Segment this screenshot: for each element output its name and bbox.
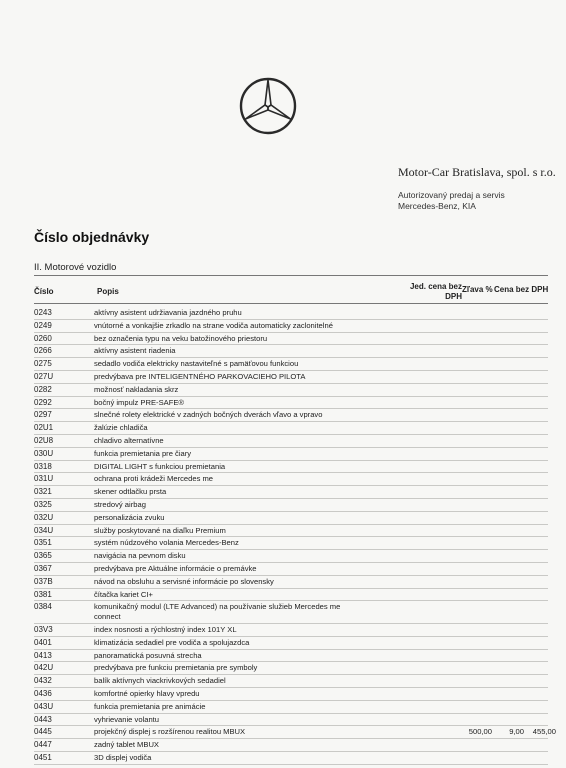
table-row bbox=[34, 576, 548, 589]
item-description: klimatizácia sedadiel pre vodiča a spolujazdca bbox=[94, 637, 250, 647]
item-code: 0367 bbox=[34, 563, 52, 573]
table-row bbox=[34, 688, 548, 701]
item-code: 0249 bbox=[34, 320, 52, 330]
item-description: stredový airbag bbox=[94, 499, 146, 509]
item-description: možnosť nakladania skrz bbox=[94, 384, 179, 394]
item-code: 027U bbox=[34, 371, 54, 381]
item-code: 0443 bbox=[34, 714, 52, 724]
table-row bbox=[34, 461, 548, 474]
item-code: 0381 bbox=[34, 589, 52, 599]
item-code: 0351 bbox=[34, 538, 52, 548]
item-code: 0282 bbox=[34, 384, 52, 394]
header-code: Číslo bbox=[34, 287, 54, 296]
item-description: služby poskytované na diaľku Premium bbox=[94, 525, 226, 535]
item-description: panoramatická posuvná strecha bbox=[94, 650, 202, 660]
item-description: funkcia premietania pre animácie bbox=[94, 701, 206, 711]
item-description: slnečné rolety elektrické v zadných bočných dverách vľavo a vpravo bbox=[94, 410, 323, 420]
item-code: 043U bbox=[34, 701, 54, 711]
item-code: 02U1 bbox=[34, 423, 54, 433]
table-row bbox=[34, 435, 548, 448]
table-row bbox=[34, 409, 548, 422]
item-description: balík aktívnych viackrivkových sedadiel bbox=[94, 676, 226, 686]
table-row bbox=[34, 662, 548, 675]
header-unit-price-line-2: DPH bbox=[445, 292, 462, 301]
items-table bbox=[34, 307, 556, 765]
item-description: navigácia na pevnom disku bbox=[94, 551, 186, 561]
table-row bbox=[34, 525, 548, 538]
table-row bbox=[34, 307, 548, 320]
item-unit-price: 500,00 bbox=[468, 727, 492, 737]
item-code: 0447 bbox=[34, 740, 52, 750]
table-row bbox=[34, 345, 548, 358]
item-description: systém núdzového volania Mercedes-Benz bbox=[94, 538, 239, 548]
item-description: aktívny asistent udržiavania jazdného pruhu bbox=[94, 308, 242, 317]
item-description: žalúzie chladiča bbox=[94, 423, 148, 433]
item-description: vnútorné a vonkajšie zrkadlo na strane vodiča automaticky zaclonitelné bbox=[94, 320, 333, 330]
mercedes-star-logo bbox=[238, 76, 298, 136]
table-row bbox=[34, 422, 548, 435]
item-description: personalizácia zvuku bbox=[94, 512, 165, 522]
item-code: 0243 bbox=[34, 308, 52, 317]
item-description: chladivo alternatívne bbox=[94, 435, 164, 445]
item-description: predvýbava pre funkciu premietania pre symboly bbox=[94, 663, 258, 673]
header-total: Cena bez DPH bbox=[494, 285, 549, 294]
item-description: komunikačný modul (LTE Advanced) na používanie služieb Mercedes me connect bbox=[94, 602, 341, 622]
table-row bbox=[34, 384, 548, 397]
table-row bbox=[34, 537, 548, 550]
company-name: Motor-Car Bratislava, spol. s r.o. bbox=[398, 165, 556, 179]
item-description: čítačka kariet CI+ bbox=[94, 589, 153, 599]
item-code: 0266 bbox=[34, 346, 52, 356]
header-description: Popis bbox=[97, 287, 119, 296]
item-description: vyhrievanie volantu bbox=[94, 714, 160, 724]
item-code: 0451 bbox=[34, 752, 52, 762]
item-total: 455,00 bbox=[532, 727, 556, 737]
header-discount: Zľava % bbox=[462, 285, 493, 294]
item-code: 0292 bbox=[34, 397, 52, 407]
item-description: index nosnosti a rýchlostný index 101Y XL bbox=[94, 624, 237, 634]
item-description: návod na obsluhu a servisné informácie po slovensky bbox=[94, 576, 274, 586]
item-description: sedadlo vodiča elektricky nastaviteľné s pamäťovou funkciou bbox=[94, 359, 299, 369]
item-description: funkcia premietania pre čiary bbox=[94, 448, 192, 458]
table-row bbox=[34, 512, 548, 525]
item-code: 0432 bbox=[34, 676, 52, 686]
item-code: 0275 bbox=[34, 359, 52, 369]
item-code: 0413 bbox=[34, 650, 52, 660]
item-description: 3D displej vodiča bbox=[94, 752, 152, 762]
table-row bbox=[34, 473, 548, 486]
item-code: 0297 bbox=[34, 410, 52, 420]
table-row bbox=[34, 739, 548, 752]
item-code: 034U bbox=[34, 525, 54, 535]
item-description: ochrana proti krádeži Mercedes me bbox=[94, 474, 214, 484]
company-block bbox=[398, 165, 556, 212]
item-code: 0318 bbox=[34, 461, 52, 471]
item-code: 0401 bbox=[34, 637, 52, 647]
table-row bbox=[34, 333, 548, 346]
item-code: 02U8 bbox=[34, 435, 54, 445]
item-description: skener odtlačku prsta bbox=[94, 487, 167, 497]
item-description: projekčný displej s rozšírenou realitou MBUX bbox=[94, 727, 246, 737]
table-row bbox=[34, 601, 548, 624]
table-row bbox=[34, 486, 548, 499]
item-code: 0436 bbox=[34, 688, 52, 698]
item-description: komfortné opierky hlavy vpredu bbox=[94, 688, 200, 698]
table-row bbox=[34, 589, 548, 602]
item-description: zadný tablet MBUX bbox=[94, 740, 159, 750]
company-line-2: Mercedes-Benz, KIA bbox=[398, 201, 476, 211]
item-code: 0325 bbox=[34, 499, 52, 509]
item-code: 0321 bbox=[34, 487, 52, 497]
table-row bbox=[34, 675, 548, 688]
table-row bbox=[34, 726, 556, 739]
table-row bbox=[34, 448, 548, 461]
item-description: predvýbava pre INTELIGENTNÉHO PARKOVACIEHO PILOTA bbox=[94, 371, 306, 381]
item-code: 03V3 bbox=[34, 624, 53, 634]
table-row bbox=[34, 752, 548, 765]
header-unit-price-line-1: Jed. cena bez bbox=[409, 282, 462, 291]
table-row bbox=[34, 320, 548, 333]
item-description: bočný impulz PRE-SAFE® bbox=[94, 397, 184, 407]
table-row bbox=[34, 358, 548, 371]
company-line-1: Autorizovaný predaj a servis bbox=[398, 190, 505, 200]
item-description: predvýbava pre Aktuálne informácie o premávke bbox=[94, 563, 257, 573]
item-description: aktívny asistent riadenia bbox=[94, 346, 176, 356]
order-number-title: Číslo objednávky bbox=[34, 229, 150, 245]
item-code: 030U bbox=[34, 448, 54, 458]
item-code: 032U bbox=[34, 512, 54, 522]
table-row bbox=[34, 563, 548, 576]
table-row bbox=[34, 371, 548, 384]
item-code: 042U bbox=[34, 663, 54, 673]
item-description: bez označenia typu na veku batožinového priestoru bbox=[94, 333, 268, 343]
header-unit-price bbox=[392, 282, 462, 302]
table-row bbox=[34, 650, 548, 663]
section-rule bbox=[34, 275, 548, 276]
table-row bbox=[34, 714, 548, 727]
item-discount: 9,00 bbox=[509, 727, 524, 737]
item-code: 0445 bbox=[34, 727, 52, 737]
header-rule bbox=[34, 303, 548, 304]
table-row bbox=[34, 701, 548, 714]
table-row bbox=[34, 624, 548, 637]
item-code: 0365 bbox=[34, 551, 52, 561]
item-code: 037B bbox=[34, 576, 53, 586]
table-row bbox=[34, 550, 548, 563]
item-code: 0260 bbox=[34, 333, 52, 343]
table-row bbox=[34, 397, 548, 410]
section-title: II. Motorové vozidlo bbox=[34, 262, 117, 273]
item-code: 031U bbox=[34, 474, 54, 484]
table-row bbox=[34, 637, 548, 650]
item-code: 0384 bbox=[34, 602, 52, 612]
item-description: DIGITAL LIGHT s funkciou premietania bbox=[94, 461, 226, 471]
table-row bbox=[34, 499, 548, 512]
